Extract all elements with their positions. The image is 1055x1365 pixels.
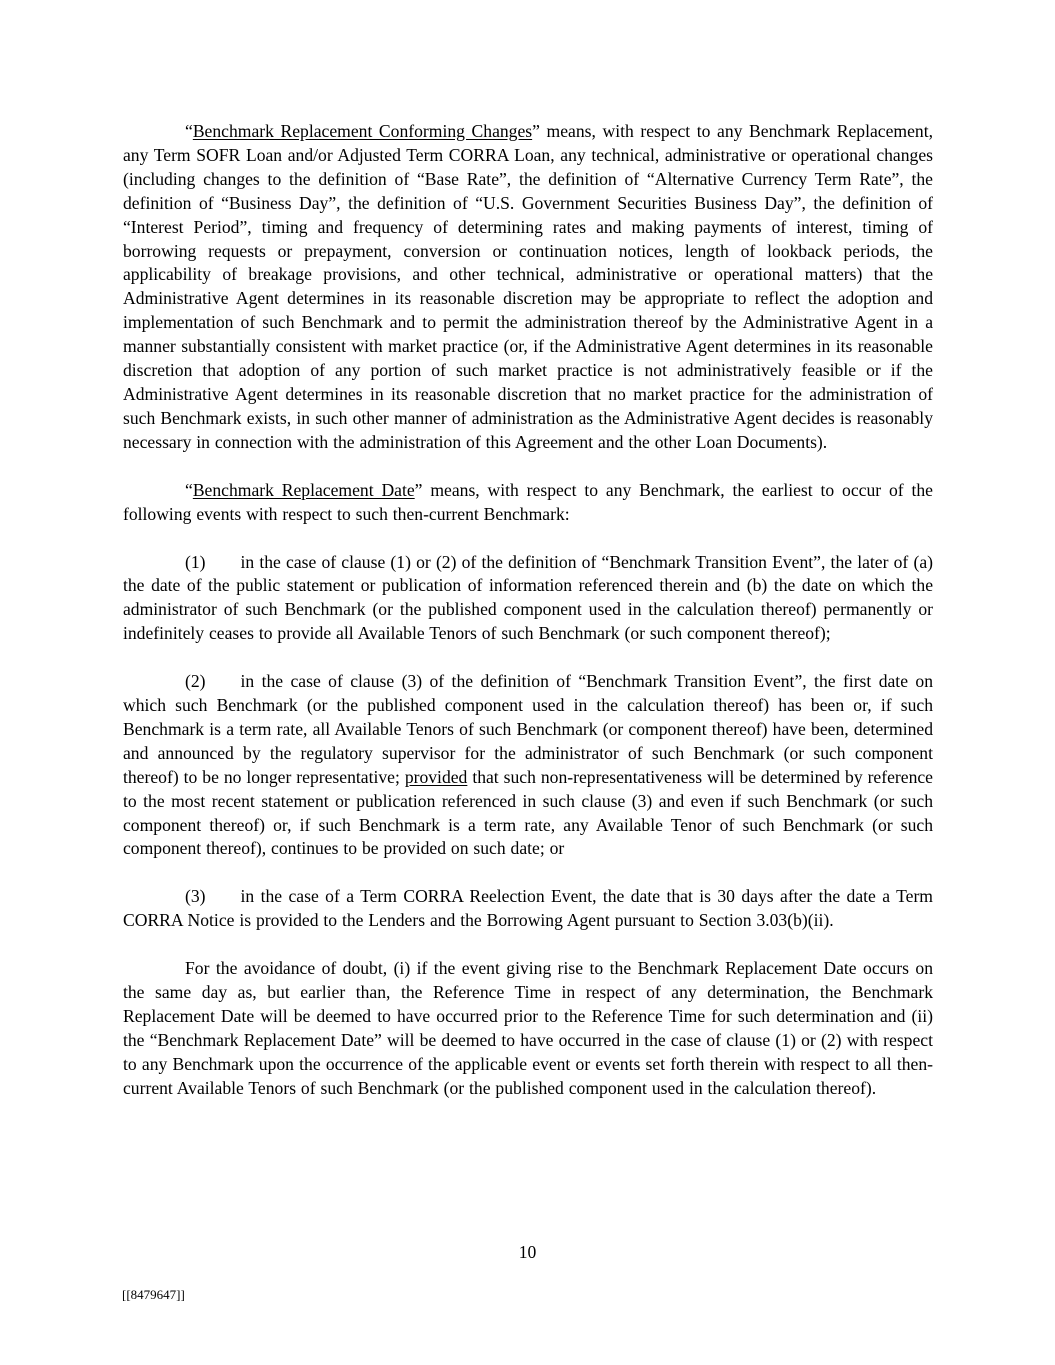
text-run: in the case of clause (1) or (2) of the definition of “Benchmark Transition Event”, the later of (a) the date of the public statement or publication of information referenced therein and (b) the date on which the administrator of such Benchmark (or the published component used in the calculation thereof) permanently or indefinitely ceases to provide all Available Tenors of such Benchmark (or such component thereof); <box>123 551 933 644</box>
text-run: “ <box>185 121 193 141</box>
document-id-stamp: [[8479647]] <box>122 1287 185 1302</box>
avoidance-of-doubt-paragraph <box>123 957 933 1100</box>
text-run: that such non-representativeness will be determined by reference to the most recent statement or publication referenced in such clause (3) and even if such Benchmark (or such component thereof) or, if such Benchmark is a term rate, any Available Tenor of such Benchmark (or such component thereof), continues to be provided on such date; or <box>123 766 933 859</box>
underlined-term: provided <box>404 766 468 787</box>
text-run: ” means, with respect to any Benchmark Replacement, any Term SOFR Loan and/or Adjusted Term CORRA Loan, any technical, administrative or operational changes (including changes to the definition of “Base Rate”, the definition of “Alternative Currency Term Rate”, the definition of “Business Day”, the definition of “U.S. Government Securities Business Day”, the definition of “Interest Period”, timing and frequency of determining rates and making payments of interest, timing of borrowing requests or prepayment, conversion or continuation notices, length of lookback periods, the applicability of breakage provisions, and other technical, administrative or operational matters) that the Administrative Agent determines in its reasonable discretion may be appropriate to reflect the adoption and implementation of such Benchmark and to permit the administration thereof by the Administrative Agent in a manner substantially consistent with market practice (or, if the Administrative Agent determines in its reasonable discretion that adoption of any portion of such market practice is not administratively feasible or if the Administrative Agent determines in its reasonable discretion that no market practice for the administration of such Benchmark exists, in such other manner of administration as the Administrative Agent decides is reasonably necessary in connection with the administration of this Agreement and the other Loan Documents). <box>123 121 933 452</box>
clause-1 <box>123 551 933 647</box>
text-run: “ <box>185 479 193 500</box>
text-run: For the avoidance of doubt, (i) if the event giving rise to the Benchmark Replacement Date occurs on the same day as, but earlier than, the Reference Time in respect of any determination, the Benchmark Replacement Date will be deemed to have occurred prior to the Reference Time for such determination and (ii) the “Benchmark Replacement Date” will be deemed to have occurred in the case of clause (1) or (2) with respect to any Benchmark upon the occurrence of the applicable event or events set forth therein with respect to all then-current Available Tenors of such Benchmark (or the published component used in the calculation thereof). <box>123 958 933 1098</box>
text-run: ” means, with respect to any Benchmark, the earliest to occur of the following events with respect to such then-current Benchmark: <box>123 479 933 524</box>
text-run: (2) <box>185 671 206 692</box>
clause-2 <box>123 670 933 861</box>
clause-3 <box>123 885 933 933</box>
text-run: in the case of clause (3) of the definition of “Benchmark Transition Event”, the first date on which such Benchmark (or the published component used in the calculation thereof) has been or, if such Benchmark is a term rate, all Available Tenors of such Benchmark (or component thereof) have been, determined and announced by the regulatory supervisor for the administrator of such Benchmark (or such component thereof) to be no longer representative; <box>123 671 933 787</box>
underlined-term: Benchmark Replacement Conforming Changes <box>192 121 533 141</box>
page-number: 10 <box>518 1242 537 1262</box>
document-body <box>123 120 933 1125</box>
definition-benchmark-replacement-date <box>123 479 933 527</box>
text-run: in the case of a Term CORRA Reelection Event, the date that is 30 days after the date a Term CORRA Notice is provided to the Lenders and the Borrowing Agent pursuant to Section 3.03(b)(ii). <box>123 886 933 931</box>
underlined-term: Benchmark Replacement Date <box>192 479 415 500</box>
text-run: (1) <box>185 551 206 572</box>
text-run: (3) <box>185 886 206 907</box>
definition-benchmark-replacement-conforming-changes <box>123 120 933 455</box>
